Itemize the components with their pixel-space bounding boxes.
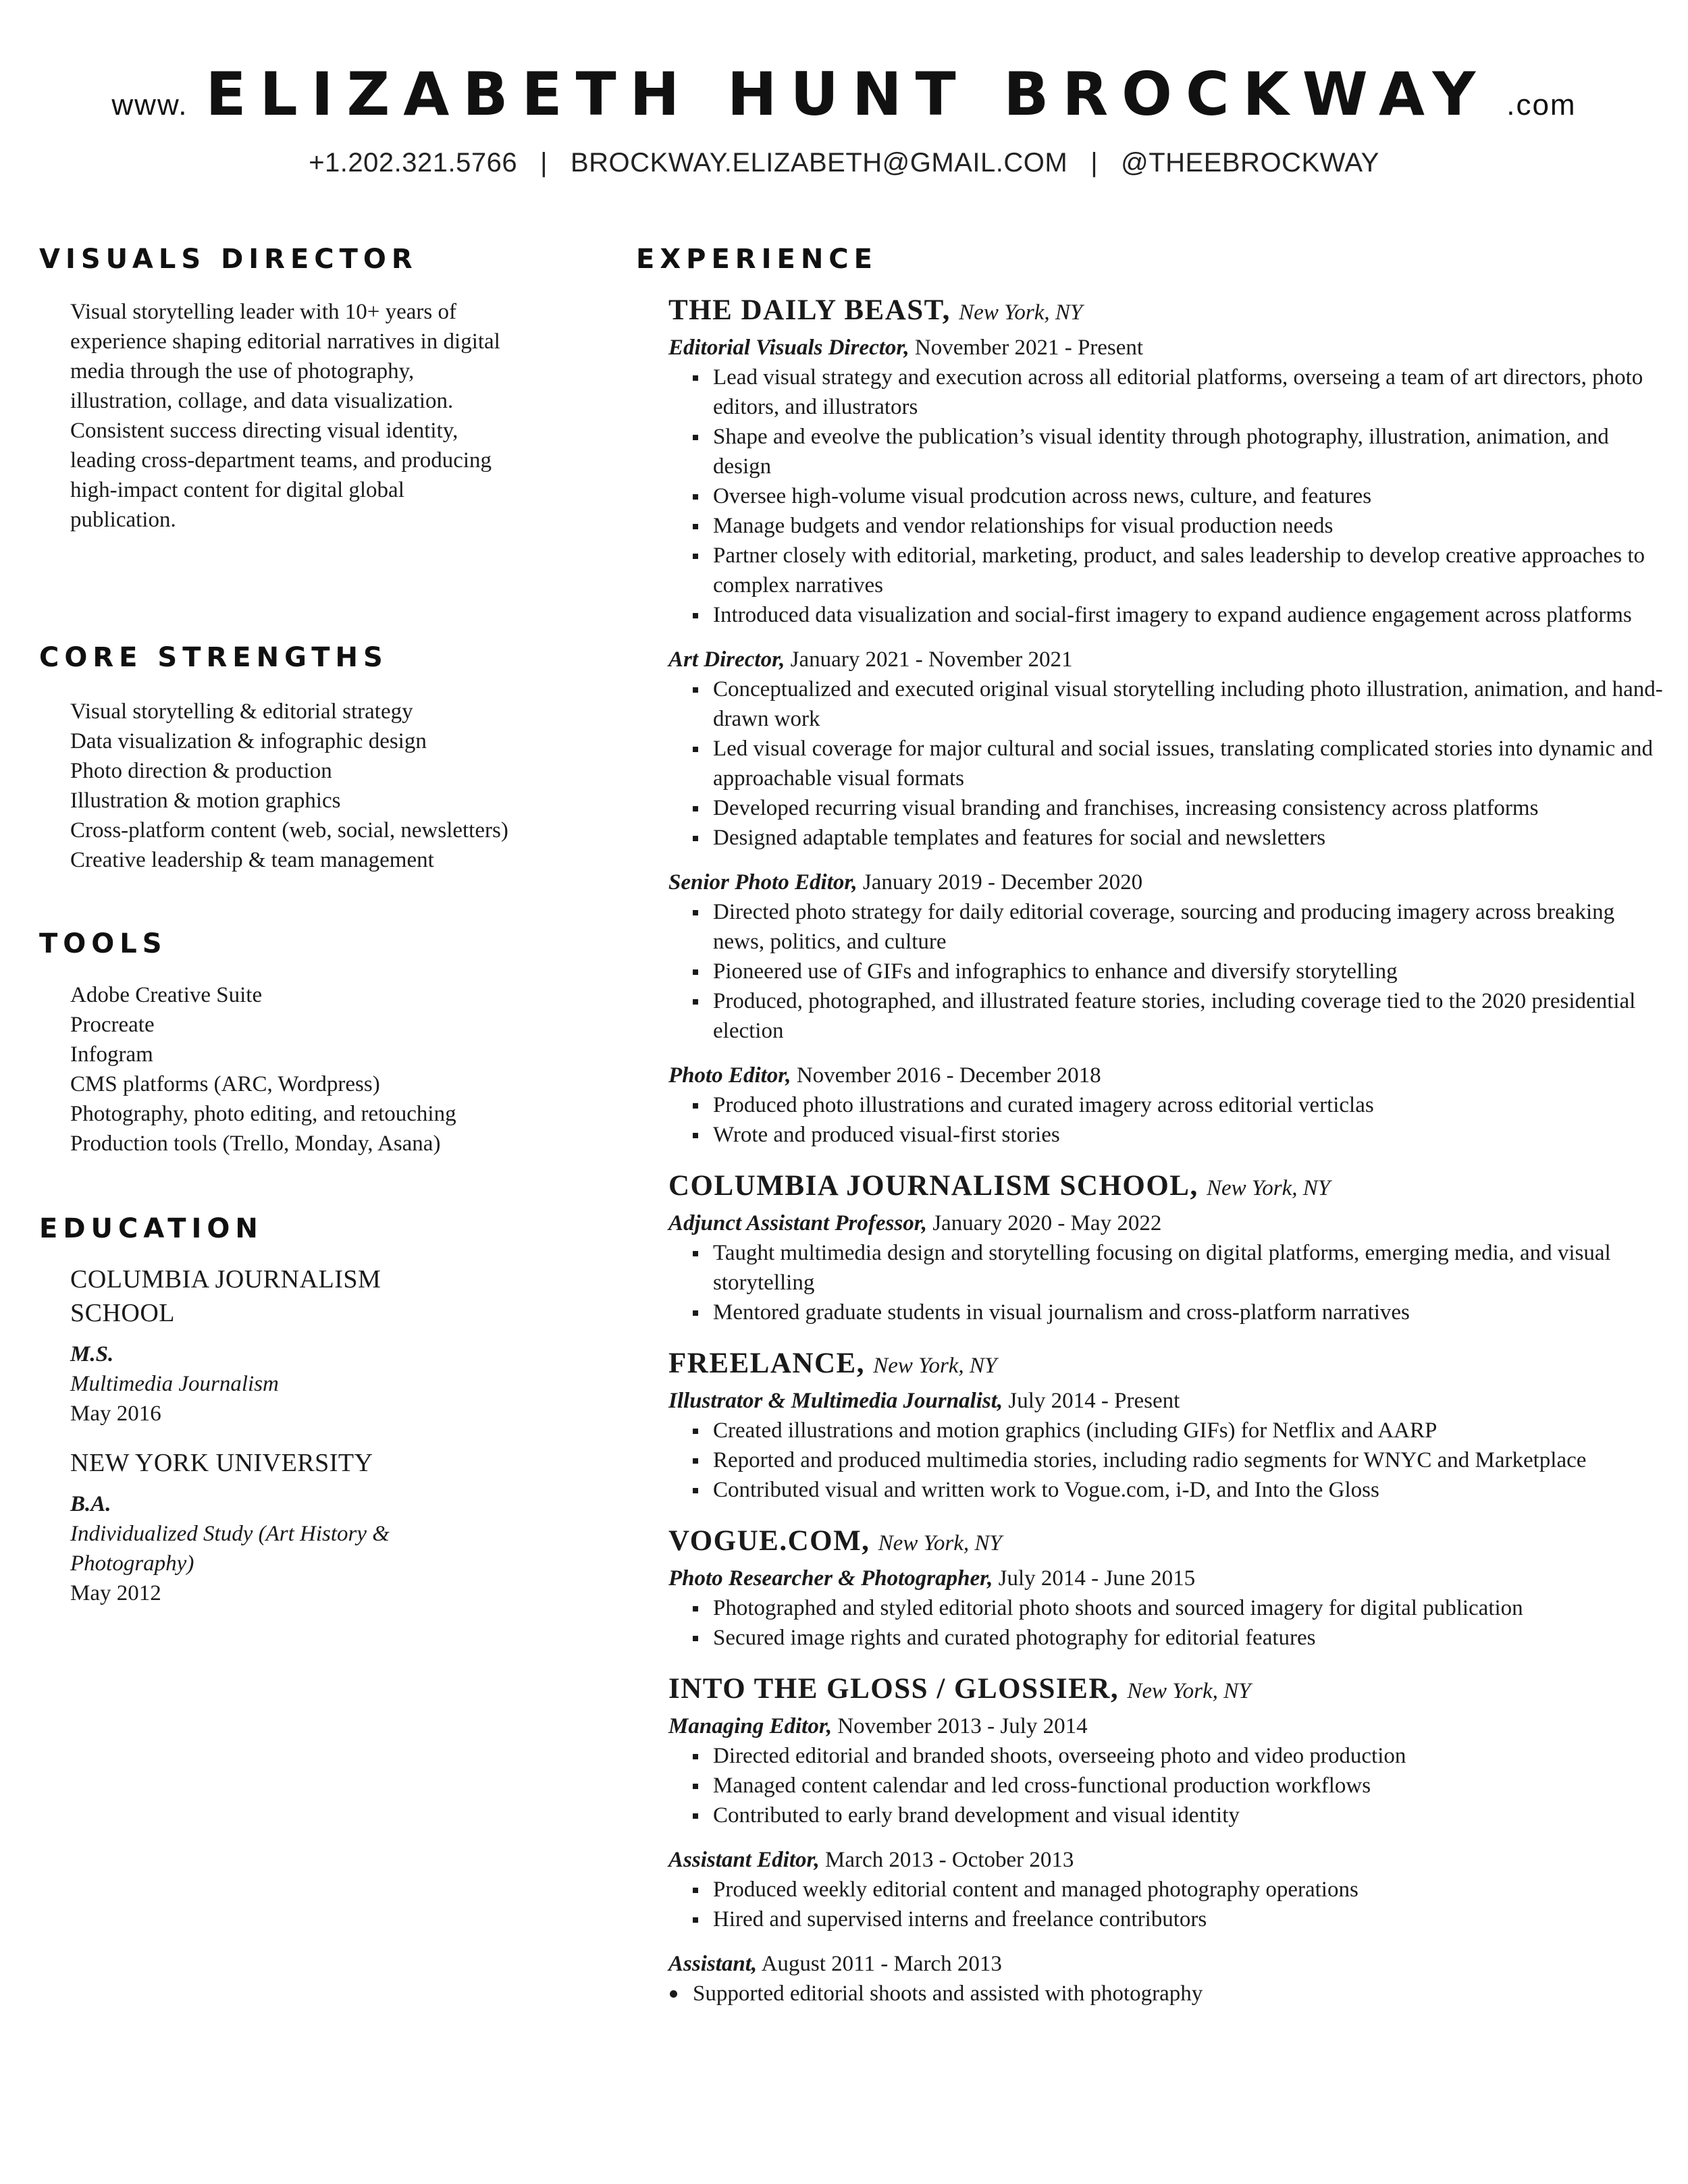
list-item: Produced, photographed, and illustrated feature stories, including coverage tied to the 2020 presidential election	[668, 986, 1668, 1046]
section-heading-experience: EXPERIENCE	[636, 244, 878, 275]
role-title: Assistant Editor,	[668, 1848, 820, 1872]
list-item: Conceptualized and executed original visual storytelling including photo illustration, animation, and hand-drawn work	[668, 674, 1668, 734]
role-dates: November 2021 - Present	[914, 336, 1144, 360]
list-item: Illustration & motion graphics	[70, 789, 341, 813]
company-name: VOGUE.COM,	[668, 1525, 870, 1557]
section-heading-education: EDUCATION	[39, 1213, 263, 1244]
bullet-list	[668, 1090, 1668, 1150]
list-item: Produced photo illustrations and curated imagery across editorial verticlas	[668, 1090, 1668, 1120]
section-heading-visuals-director: VISUALS DIRECTOR	[39, 244, 418, 275]
graduation-date: May 2016	[70, 1402, 161, 1426]
bullet-list	[668, 1741, 1668, 1830]
list-item: Photo direction & production	[70, 759, 332, 783]
person-name: ELIZABETH HUNT BROCKWAY	[205, 59, 1489, 129]
bullet-list	[668, 897, 1668, 1046]
role-heading	[668, 1711, 1668, 1741]
social-handle: @THEEBROCKWAY	[1121, 148, 1379, 178]
list-item: Contributed to early brand development and visual identity	[668, 1801, 1668, 1830]
list-item: Data visualization & infographic design	[70, 729, 427, 753]
list-item: Photographed and styled editorial photo shoots and sourced imagery for digital publication	[668, 1593, 1668, 1623]
list-item: Taught multimedia design and storytelling focusing on digital platforms, emerging media, and visual storytelling	[668, 1238, 1668, 1298]
list-item: Secured image rights and curated photography for editorial features	[668, 1623, 1668, 1653]
list-item: Directed editorial and branded shoots, overseeing photo and video production	[668, 1741, 1668, 1771]
list-item: Procreate	[70, 1013, 155, 1037]
list-item: Lead visual strategy and execution across all editorial platforms, overseing a team of art directors, photo editors, and illustrators	[668, 363, 1668, 422]
list-item: Manage budgets and vendor relationships for visual production needs	[668, 511, 1668, 541]
summary-line: Visual storytelling leader with 10+ years of	[70, 300, 456, 324]
role-heading	[668, 333, 1668, 363]
company-location: New York, NY	[959, 300, 1083, 325]
role-dates: November 2016 - December 2018	[796, 1063, 1101, 1088]
bullet-list	[668, 1416, 1668, 1505]
company-name: COLUMBIA JOURNALISM SCHOOL,	[668, 1170, 1198, 1202]
summary-line: experience shaping editorial narratives in digital	[70, 329, 500, 354]
separator: |	[1090, 148, 1099, 178]
list-item: Contributed visual and written work to Vogue.com, i-D, and Into the Gloss	[668, 1475, 1668, 1505]
bullet-list	[668, 674, 1668, 853]
role-title: Art Director,	[668, 647, 785, 672]
summary-line: publication.	[70, 508, 176, 532]
role-title: Illustrator & Multimedia Journalist,	[668, 1389, 1003, 1413]
summary-line: illustration, collage, and data visualization.	[70, 389, 454, 413]
field-of-study: Photography)	[70, 1551, 194, 1576]
summary-line: Consistent success directing visual identity,	[70, 419, 458, 443]
summary-line: leading cross-department teams, and producing	[70, 448, 492, 473]
role-dates: January 2020 - May 2022	[932, 1211, 1162, 1235]
list-item: Pioneered use of GIFs and infographics to enhance and diversify storytelling	[668, 957, 1668, 986]
list-item: Led visual coverage for major cultural and social issues, translating complicated stories into dynamic and approachable visual formats	[668, 734, 1668, 793]
company-name: FREELANCE,	[668, 1348, 865, 1379]
role-title: Managing Editor,	[668, 1714, 833, 1738]
contact-line	[0, 148, 1688, 178]
list-item: Designed adaptable templates and features for social and newsletters	[668, 823, 1668, 853]
role-title: Photo Researcher & Photographer,	[668, 1566, 993, 1591]
company-name: THE DAILY BEAST,	[668, 294, 951, 326]
list-item: Shape and eveolve the publication’s visual identity through photography, illustration, animation, and design	[668, 422, 1668, 481]
list-item: Cross-platform content (web, social, newsletters)	[70, 818, 508, 843]
list-item: Managed content calendar and led cross-functional production workflows	[668, 1771, 1668, 1801]
name-suffix: .com	[1506, 88, 1577, 122]
bullet-list	[668, 1238, 1668, 1327]
list-item: Introduced data visualization and social-first imagery to expand audience engagement across platforms	[668, 600, 1668, 630]
role-dates: July 2014 - Present	[1008, 1389, 1180, 1413]
list-item: Hired and supervised interns and freelance contributors	[668, 1905, 1668, 1934]
education-school	[70, 1446, 590, 1608]
degree: B.A.	[70, 1492, 111, 1516]
role-title: Assistant,	[668, 1952, 758, 1976]
list-item: Reported and produced multimedia stories, including radio segments for WNYC and Marketplace	[668, 1445, 1668, 1475]
list-item: Visual storytelling & editorial strategy	[70, 699, 413, 724]
list-item: Creative leadership & team management	[70, 848, 434, 872]
role-dates: August 2011 - March 2013	[761, 1952, 1002, 1976]
bullet-list	[668, 1875, 1668, 1934]
resume-header	[0, 59, 1688, 178]
education-school	[70, 1262, 590, 1429]
list-item: Photography, photo editing, and retouching	[70, 1102, 456, 1126]
role-heading	[668, 868, 1668, 897]
list-item: Partner closely with editorial, marketing, product, and sales leadership to develop creative approaches to complex narratives	[668, 541, 1668, 600]
degree: M.S.	[70, 1342, 114, 1366]
company-heading	[668, 1669, 1668, 1711]
role-title: Photo Editor,	[668, 1063, 791, 1088]
role-dates: January 2021 - November 2021	[790, 647, 1073, 672]
school-name: NEW YORK UNIVERSITY	[70, 1449, 373, 1477]
role-dates: March 2013 - October 2013	[825, 1848, 1074, 1872]
role-heading	[668, 1949, 1668, 1979]
company-heading	[668, 1521, 1668, 1564]
role-heading	[668, 1208, 1668, 1238]
experience-list	[668, 290, 1668, 2008]
phone-number: +1.202.321.5766	[309, 148, 518, 178]
role-heading	[668, 1564, 1668, 1593]
list-item: Adobe Creative Suite	[70, 983, 263, 1007]
field-of-study: Individualized Study (Art History &	[70, 1522, 390, 1546]
school-name: SCHOOL	[70, 1299, 176, 1327]
list-item: Developed recurring visual branding and franchises, increasing consistency across platforms	[668, 793, 1668, 823]
role-dates: November 2013 - July 2014	[837, 1714, 1088, 1738]
bullet-list	[668, 1593, 1668, 1653]
section-heading-core-strengths: CORE STRENGTHS	[39, 642, 388, 673]
company-name: INTO THE GLOSS / GLOSSIER,	[668, 1673, 1119, 1705]
summary-line: media through the use of photography,	[70, 359, 415, 383]
company-location: New York, NY	[878, 1531, 1002, 1555]
company-heading	[668, 290, 1668, 333]
list-item: Created illustrations and motion graphics (including GIFs) for Netflix and AARP	[668, 1416, 1668, 1445]
title-line	[0, 59, 1688, 129]
role-title: Editorial Visuals Director,	[668, 336, 909, 360]
list-item: Directed photo strategy for daily editorial coverage, sourcing and producing imagery across breaking news, politics, and culture	[668, 897, 1668, 957]
bullet-list	[668, 363, 1668, 630]
list-item: Mentored graduate students in visual journalism and cross-platform narratives	[668, 1298, 1668, 1327]
tools-list	[70, 980, 590, 1158]
graduation-date: May 2012	[70, 1581, 161, 1605]
list-item: Supported editorial shoots and assisted with photography	[668, 1979, 1668, 2008]
role-heading	[668, 645, 1668, 674]
list-item: Production tools (Trello, Monday, Asana)	[70, 1131, 441, 1156]
bullet-list	[668, 1979, 1668, 2008]
role-title: Adjunct Assistant Professor,	[668, 1211, 927, 1235]
company-heading	[668, 1166, 1668, 1208]
school-name: COLUMBIA JOURNALISM	[70, 1265, 381, 1294]
company-location: New York, NY	[1206, 1176, 1331, 1200]
list-item: CMS platforms (ARC, Wordpress)	[70, 1072, 380, 1096]
role-heading	[668, 1845, 1668, 1875]
company-location: New York, NY	[873, 1354, 997, 1378]
role-heading	[668, 1061, 1668, 1090]
email-address: BROCKWAY.ELIZABETH@GMAIL.COM	[570, 148, 1068, 178]
name-prefix: www.	[111, 88, 188, 122]
role-dates: July 2014 - June 2015	[998, 1566, 1196, 1591]
section-heading-tools: TOOLS	[39, 928, 167, 959]
field-of-study: Multimedia Journalism	[70, 1372, 279, 1396]
strengths-list	[70, 697, 590, 875]
summary-line: high-impact content for digital global	[70, 478, 404, 502]
list-item: Infogram	[70, 1042, 153, 1067]
summary-text	[70, 297, 590, 535]
role-dates: January 2019 - December 2020	[862, 870, 1143, 895]
company-heading	[668, 1343, 1668, 1386]
role-heading	[668, 1386, 1668, 1416]
list-item: Wrote and produced visual-first stories	[668, 1120, 1668, 1150]
company-location: New York, NY	[1127, 1679, 1251, 1703]
role-title: Senior Photo Editor,	[668, 870, 858, 895]
list-item: Oversee high-volume visual prodcution across news, culture, and features	[668, 481, 1668, 511]
list-item: Produced weekly editorial content and managed photography operations	[668, 1875, 1668, 1905]
separator: |	[540, 148, 548, 178]
